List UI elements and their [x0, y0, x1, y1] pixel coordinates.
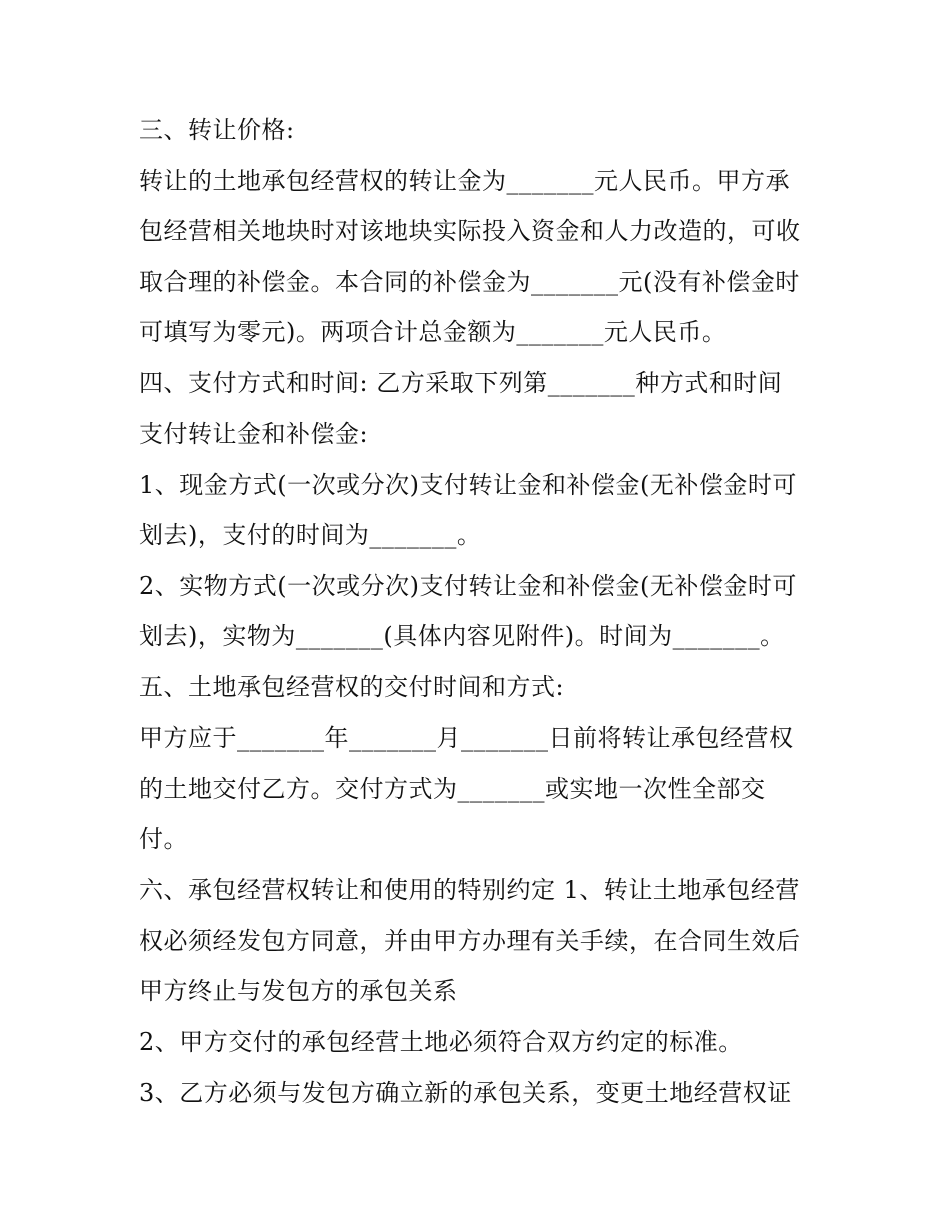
list-item-cash-payment: 1、现金方式(一次或分次)支付转让金和补偿金(无补偿金时可 — [139, 471, 797, 499]
paragraph-line: 取合理的补偿金。本合同的补偿金为_______元(没有补偿金时 — [139, 268, 800, 296]
list-item-delivery-standard: 2、甲方交付的承包经营土地必须符合双方约定的标准。 — [139, 1028, 743, 1056]
section-heading-transfer-price: 三、转让价格: — [139, 116, 295, 144]
paragraph-line: 的土地交付乙方。交付方式为_______或实地一次性全部交 — [139, 775, 766, 803]
paragraph-line: 转让的土地承包经营权的转让金为_______元人民币。甲方承 — [139, 167, 790, 195]
section-heading-special-terms: 六、承包经营权转让和使用的特别约定 1、转让土地承包经营 — [139, 876, 800, 904]
paragraph-line: 甲方应于_______年_______月_______日前将转让承包经营权 — [139, 724, 794, 752]
paragraph-line: 权必须经发包方同意，并由甲方办理有关手续，在合同生效后 — [139, 927, 801, 955]
paragraph-line: 包经营相关地块时对该地块实际投入资金和人力改造的，可收 — [139, 217, 801, 245]
paragraph-line: 划去)，支付的时间为_______。 — [139, 521, 482, 549]
section-heading-payment-method: 四、支付方式和时间: 乙方采取下列第_______种方式和时间 — [139, 369, 783, 397]
paragraph-line: 划去)，实物为_______(具体内容见附件)。时间为_______。 — [139, 622, 785, 650]
section-heading-delivery: 五、土地承包经营权的交付时间和方式: — [139, 673, 565, 701]
list-item-in-kind-payment: 2、实物方式(一次或分次)支付转让金和补偿金(无补偿金时可 — [139, 572, 797, 600]
paragraph-line: 支付转让金和补偿金: — [139, 420, 369, 448]
paragraph-line: 付。 — [139, 825, 188, 853]
paragraph-line: 可填写为零元)。两项合计总金额为_______元人民币。 — [139, 318, 727, 346]
paragraph-line: 甲方终止与发包方的承包关系 — [139, 977, 458, 1005]
list-item-new-contract: 3、乙方必须与发包方确立新的承包关系，变更土地经营权证 — [139, 1079, 792, 1107]
